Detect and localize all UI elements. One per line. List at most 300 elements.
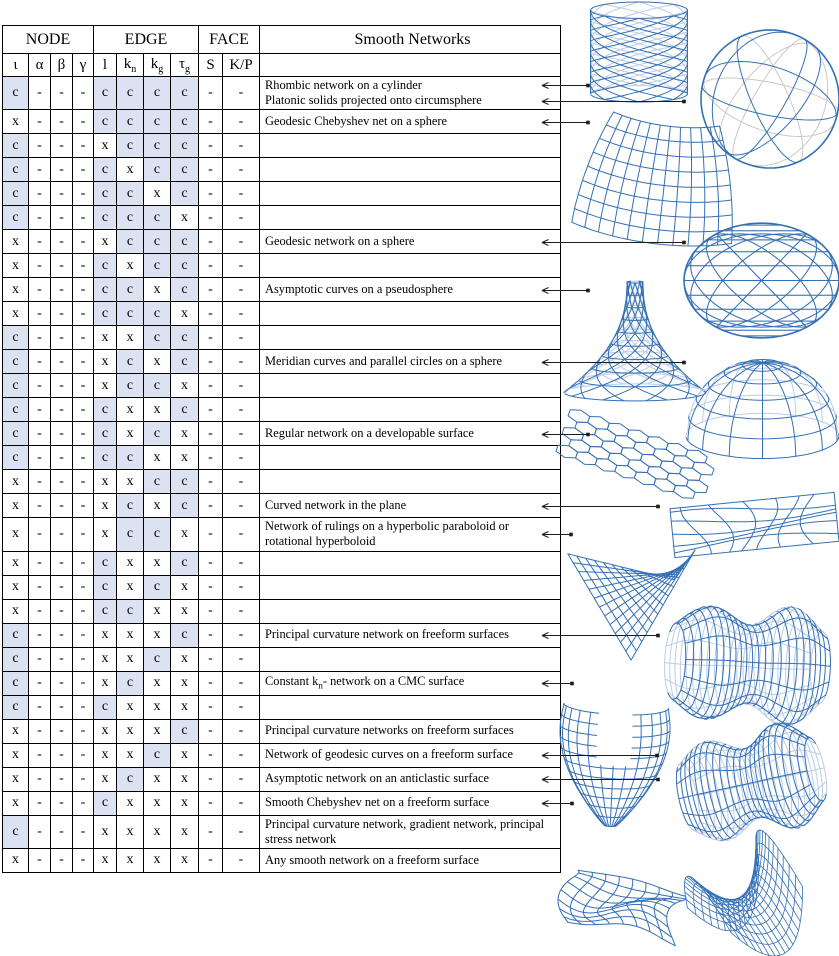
value-cell-kg: x (144, 791, 171, 815)
value-cell-gamma: - (73, 326, 94, 350)
description-cell: Geodesic network on a sphere (260, 230, 561, 254)
value-cell-alpha: - (29, 422, 51, 446)
value-cell-gamma: - (73, 671, 94, 695)
value-cell-alpha: - (29, 551, 51, 575)
table-row (3, 848, 561, 872)
value-cell-alpha: - (29, 791, 51, 815)
table-row (3, 671, 561, 695)
value-cell-beta: - (51, 278, 73, 302)
table-row (3, 350, 561, 374)
value-cell-l: c (94, 575, 117, 599)
value-cell-alpha: - (29, 599, 51, 623)
value-cell-gamma: - (73, 134, 94, 158)
value-cell-S: - (199, 848, 223, 872)
value-cell-kg: c (144, 326, 171, 350)
value-cell-KP: - (223, 374, 260, 398)
value-cell-alpha: - (29, 575, 51, 599)
value-cell-KP: - (223, 254, 260, 278)
value-cell-KP: - (223, 848, 260, 872)
value-cell-beta: - (51, 110, 73, 134)
table-row (3, 767, 561, 791)
value-cell-KP: - (223, 326, 260, 350)
group-header-smooth-networks: Smooth Networks (260, 26, 561, 54)
description-cell: Network of rulings on a hyperbolic paraboloid or rotational hyperboloid (260, 518, 561, 551)
value-cell-kg: c (144, 158, 171, 182)
value-cell-iota: x (3, 278, 29, 302)
value-cell-l: x (94, 815, 117, 848)
value-cell-kn: x (117, 815, 144, 848)
value-cell-kg: c (144, 374, 171, 398)
value-cell-KP: - (223, 647, 260, 671)
value-cell-beta: - (51, 374, 73, 398)
value-cell-kg: x (144, 446, 171, 470)
value-cell-kn: x (117, 422, 144, 446)
value-cell-alpha: - (29, 848, 51, 872)
value-cell-beta: - (51, 551, 73, 575)
value-cell-S: - (199, 623, 223, 647)
value-cell-beta: - (51, 182, 73, 206)
value-cell-kg: c (144, 647, 171, 671)
description-cell (260, 326, 561, 350)
value-cell-gamma: - (73, 623, 94, 647)
value-cell-KP: - (223, 494, 260, 518)
value-cell-gamma: - (73, 815, 94, 848)
value-cell-l: c (94, 599, 117, 623)
value-cell-tau-g: x (171, 422, 199, 446)
value-cell-kg: x (144, 398, 171, 422)
value-cell-KP: - (223, 575, 260, 599)
value-cell-kg: x (144, 551, 171, 575)
value-cell-iota: c (3, 206, 29, 230)
value-cell-gamma: - (73, 848, 94, 872)
value-cell-iota: x (3, 719, 29, 743)
value-cell-l: c (94, 206, 117, 230)
value-cell-alpha: - (29, 647, 51, 671)
value-cell-kg: c (144, 575, 171, 599)
value-cell-S: - (199, 791, 223, 815)
description-cell (260, 551, 561, 575)
value-cell-alpha: - (29, 398, 51, 422)
value-cell-kg: x (144, 623, 171, 647)
figure-pseudosphere (564, 281, 706, 401)
value-cell-tau-g: x (171, 518, 199, 551)
value-cell-S: - (199, 158, 223, 182)
description-cell: Constant $k_n-$ network on a CMC surface (260, 671, 561, 695)
value-cell-l: x (94, 230, 117, 254)
value-cell-KP: - (223, 350, 260, 374)
figure-dome (686, 360, 839, 459)
value-cell-iota: x (3, 230, 29, 254)
value-cell-kn: x (117, 398, 144, 422)
description-cell: Regular network on a developable surface (260, 422, 561, 446)
value-cell-KP: - (223, 398, 260, 422)
value-cell-kn: c (117, 182, 144, 206)
table-row (3, 575, 561, 599)
connector-geodesic-sphere (542, 240, 686, 246)
value-cell-KP: - (223, 422, 260, 446)
value-cell-l: x (94, 374, 117, 398)
value-cell-tau-g: x (171, 671, 199, 695)
column-header-gamma: γ (73, 54, 94, 77)
value-cell-kg: c (144, 77, 171, 110)
value-cell-beta: - (51, 719, 73, 743)
value-cell-l: x (94, 134, 117, 158)
value-cell-kg: c (144, 230, 171, 254)
value-cell-kg: x (144, 767, 171, 791)
description-cell (260, 647, 561, 671)
value-cell-beta: - (51, 791, 73, 815)
value-cell-S: - (199, 575, 223, 599)
value-cell-gamma: - (73, 551, 94, 575)
group-header-node: NODE (3, 26, 94, 54)
value-cell-l: c (94, 791, 117, 815)
value-cell-kn: x (117, 254, 144, 278)
table-row (3, 326, 561, 350)
value-cell-iota: x (3, 110, 29, 134)
table-row (3, 719, 561, 743)
value-cell-l: c (94, 695, 117, 719)
value-cell-kn: c (117, 374, 144, 398)
value-cell-kg: x (144, 350, 171, 374)
value-cell-l: c (94, 182, 117, 206)
value-cell-tau-g: c (171, 623, 199, 647)
column-header-tau-g: $\tau_g$ (171, 54, 199, 77)
value-cell-gamma: - (73, 446, 94, 470)
table-row (3, 743, 561, 767)
value-cell-gamma: - (73, 254, 94, 278)
symbol-header-row (3, 54, 561, 77)
value-cell-alpha: - (29, 230, 51, 254)
description-cell (260, 398, 561, 422)
value-cell-S: - (199, 815, 223, 848)
table-row (3, 374, 561, 398)
value-cell-beta: - (51, 77, 73, 110)
table-row (3, 815, 561, 848)
value-cell-gamma: - (73, 575, 94, 599)
value-cell-iota: c (3, 671, 29, 695)
table-row (3, 551, 561, 575)
value-cell-S: - (199, 134, 223, 158)
value-cell-beta: - (51, 695, 73, 719)
value-cell-kn: c (117, 302, 144, 326)
value-cell-iota: x (3, 767, 29, 791)
value-cell-beta: - (51, 254, 73, 278)
value-cell-tau-g: c (171, 278, 199, 302)
value-cell-kg: x (144, 695, 171, 719)
value-cell-kg: x (144, 815, 171, 848)
value-cell-iota: c (3, 374, 29, 398)
value-cell-tau-g: c (171, 551, 199, 575)
value-cell-beta: - (51, 302, 73, 326)
value-cell-KP: - (223, 599, 260, 623)
value-cell-KP: - (223, 791, 260, 815)
value-cell-tau-g: c (171, 254, 199, 278)
table-row (3, 422, 561, 446)
value-cell-S: - (199, 695, 223, 719)
description-cell: Any smooth network on a freeform surface (260, 848, 561, 872)
value-cell-S: - (199, 110, 223, 134)
value-cell-alpha: - (29, 695, 51, 719)
value-cell-l: c (94, 110, 117, 134)
table-row (3, 518, 561, 551)
value-cell-gamma: - (73, 695, 94, 719)
figure-blob1 (665, 606, 831, 726)
table-row (3, 77, 561, 110)
value-cell-iota: c (3, 623, 29, 647)
constraint-table (2, 25, 561, 873)
value-cell-l: x (94, 326, 117, 350)
figure-cmc (560, 704, 670, 827)
value-cell-iota: c (3, 326, 29, 350)
value-cell-S: - (199, 743, 223, 767)
description-cell: Geodesic Chebyshev net on a sphere (260, 110, 561, 134)
value-cell-iota: c (3, 398, 29, 422)
value-cell-gamma: - (73, 647, 94, 671)
connector-dome (542, 360, 686, 366)
value-cell-beta: - (51, 206, 73, 230)
value-cell-kg: x (144, 671, 171, 695)
value-cell-S: - (199, 230, 223, 254)
table-row (3, 182, 561, 206)
value-cell-kg: c (144, 518, 171, 551)
value-cell-kg: c (144, 302, 171, 326)
value-cell-alpha: - (29, 470, 51, 494)
description-cell: Asymptotic curves on a pseudosphere (260, 278, 561, 302)
value-cell-l: x (94, 647, 117, 671)
value-cell-kn: x (117, 695, 144, 719)
description-cell: Principal curvature network on freeform surfaces (260, 623, 561, 647)
value-cell-tau-g: x (171, 695, 199, 719)
figure-blob2 (676, 723, 826, 841)
value-cell-beta: - (51, 470, 73, 494)
value-cell-gamma: - (73, 230, 94, 254)
table-row (3, 791, 561, 815)
table-row (3, 446, 561, 470)
value-cell-KP: - (223, 719, 260, 743)
figure-hex-sheet (556, 410, 714, 498)
value-cell-iota: x (3, 791, 29, 815)
value-cell-beta: - (51, 158, 73, 182)
value-cell-tau-g: c (171, 326, 199, 350)
value-cell-l: x (94, 623, 117, 647)
value-cell-iota: x (3, 575, 29, 599)
value-cell-S: - (199, 302, 223, 326)
value-cell-kn: c (117, 206, 144, 230)
value-cell-KP: - (223, 767, 260, 791)
value-cell-gamma: - (73, 398, 94, 422)
value-cell-iota: x (3, 743, 29, 767)
value-cell-beta: - (51, 350, 73, 374)
value-cell-kn: c (117, 350, 144, 374)
figure-chebyshev-sphere-patch (572, 112, 732, 246)
value-cell-tau-g: x (171, 374, 199, 398)
value-cell-alpha: - (29, 494, 51, 518)
value-cell-kn: x (117, 848, 144, 872)
value-cell-tau-g: x (171, 599, 199, 623)
value-cell-alpha: - (29, 302, 51, 326)
value-cell-gamma: - (73, 182, 94, 206)
value-cell-KP: - (223, 446, 260, 470)
value-cell-beta: - (51, 134, 73, 158)
value-cell-S: - (199, 326, 223, 350)
value-cell-l: c (94, 254, 117, 278)
column-header-KP: K/P (223, 54, 260, 77)
value-cell-S: - (199, 422, 223, 446)
description-cell: Principal curvature networks on freeform surfaces (260, 719, 561, 743)
column-header-iota: ι (3, 54, 29, 77)
value-cell-tau-g: x (171, 743, 199, 767)
value-cell-l: c (94, 551, 117, 575)
value-cell-kn: c (117, 278, 144, 302)
value-cell-tau-g: x (171, 848, 199, 872)
description-cell: Smooth Chebyshev net on a freeform surface (260, 791, 561, 815)
value-cell-tau-g: c (171, 134, 199, 158)
value-cell-S: - (199, 278, 223, 302)
table-row (3, 647, 561, 671)
value-cell-KP: - (223, 134, 260, 158)
value-cell-gamma: - (73, 374, 94, 398)
value-cell-kn: c (117, 518, 144, 551)
value-cell-tau-g: c (171, 398, 199, 422)
value-cell-kn: c (117, 110, 144, 134)
value-cell-beta: - (51, 326, 73, 350)
value-cell-kn: x (117, 470, 144, 494)
value-cell-l: x (94, 848, 117, 872)
value-cell-alpha: - (29, 815, 51, 848)
value-cell-tau-g: x (171, 767, 199, 791)
value-cell-iota: c (3, 815, 29, 848)
value-cell-beta: - (51, 398, 73, 422)
value-cell-KP: - (223, 182, 260, 206)
value-cell-KP: - (223, 230, 260, 254)
value-cell-S: - (199, 470, 223, 494)
value-cell-beta: - (51, 494, 73, 518)
value-cell-tau-g: x (171, 446, 199, 470)
value-cell-kg: c (144, 110, 171, 134)
value-cell-kn: c (117, 230, 144, 254)
value-cell-kn: c (117, 767, 144, 791)
value-cell-iota: c (3, 446, 29, 470)
column-header-l: l (94, 54, 117, 77)
table-row (3, 695, 561, 719)
value-cell-kg: c (144, 206, 171, 230)
value-cell-kn: c (117, 446, 144, 470)
description-cell (260, 158, 561, 182)
value-cell-tau-g: c (171, 719, 199, 743)
description-cell (260, 374, 561, 398)
value-cell-kn: c (117, 599, 144, 623)
value-cell-tau-g: x (171, 647, 199, 671)
value-cell-S: - (199, 767, 223, 791)
description-cell (260, 470, 561, 494)
value-cell-gamma: - (73, 791, 94, 815)
figure-saddle (684, 830, 802, 956)
value-cell-kg: c (144, 254, 171, 278)
group-header-face: FACE (199, 26, 260, 54)
value-cell-tau-g: x (171, 302, 199, 326)
value-cell-KP: - (223, 815, 260, 848)
value-cell-KP: - (223, 206, 260, 230)
value-cell-gamma: - (73, 743, 94, 767)
value-cell-beta: - (51, 623, 73, 647)
value-cell-beta: - (51, 647, 73, 671)
value-cell-kg: c (144, 743, 171, 767)
value-cell-iota: x (3, 518, 29, 551)
value-cell-iota: c (3, 647, 29, 671)
description-cell: Principal curvature network, gradient network, principal stress network (260, 815, 561, 848)
value-cell-l: x (94, 767, 117, 791)
value-cell-S: - (199, 182, 223, 206)
value-cell-tau-g: c (171, 494, 199, 518)
value-cell-S: - (199, 518, 223, 551)
value-cell-alpha: - (29, 446, 51, 470)
value-cell-kg: x (144, 182, 171, 206)
value-cell-iota: x (3, 302, 29, 326)
table-row (3, 494, 561, 518)
value-cell-gamma: - (73, 494, 94, 518)
value-cell-tau-g: c (171, 182, 199, 206)
value-cell-alpha: - (29, 278, 51, 302)
value-cell-kn: x (117, 719, 144, 743)
value-cell-KP: - (223, 518, 260, 551)
description-cell (260, 575, 561, 599)
value-cell-beta: - (51, 743, 73, 767)
table-row (3, 254, 561, 278)
value-cell-kn: c (117, 77, 144, 110)
value-cell-gamma: - (73, 719, 94, 743)
value-cell-alpha: - (29, 767, 51, 791)
value-cell-kg: x (144, 719, 171, 743)
value-cell-beta: - (51, 446, 73, 470)
group-header-edge: EDGE (94, 26, 199, 54)
value-cell-beta: - (51, 575, 73, 599)
value-cell-kn: x (117, 575, 144, 599)
value-cell-l: c (94, 158, 117, 182)
description-cell: Asymptotic network on an anticlastic surface (260, 767, 561, 791)
value-cell-l: x (94, 671, 117, 695)
table-row (3, 398, 561, 422)
value-cell-iota: x (3, 551, 29, 575)
value-cell-S: - (199, 206, 223, 230)
value-cell-l: x (94, 518, 117, 551)
column-header-beta: β (51, 54, 73, 77)
value-cell-S: - (199, 647, 223, 671)
value-cell-S: - (199, 254, 223, 278)
value-cell-kn: x (117, 647, 144, 671)
value-cell-S: - (199, 494, 223, 518)
description-cell (260, 599, 561, 623)
value-cell-S: - (199, 374, 223, 398)
description-cell (260, 446, 561, 470)
value-cell-S: - (199, 551, 223, 575)
column-header-kn: $k_n$ (117, 54, 144, 77)
value-cell-beta: - (51, 599, 73, 623)
value-cell-gamma: - (73, 422, 94, 446)
value-cell-kg: c (144, 134, 171, 158)
table-row (3, 110, 561, 134)
value-cell-KP: - (223, 623, 260, 647)
value-cell-alpha: - (29, 254, 51, 278)
value-cell-iota: c (3, 158, 29, 182)
value-cell-iota: c (3, 695, 29, 719)
value-cell-gamma: - (73, 599, 94, 623)
group-header-row (3, 26, 561, 54)
value-cell-kg: x (144, 848, 171, 872)
value-cell-KP: - (223, 671, 260, 695)
column-header-kg: $k_g$ (144, 54, 171, 77)
value-cell-kn: x (117, 743, 144, 767)
value-cell-l: c (94, 302, 117, 326)
